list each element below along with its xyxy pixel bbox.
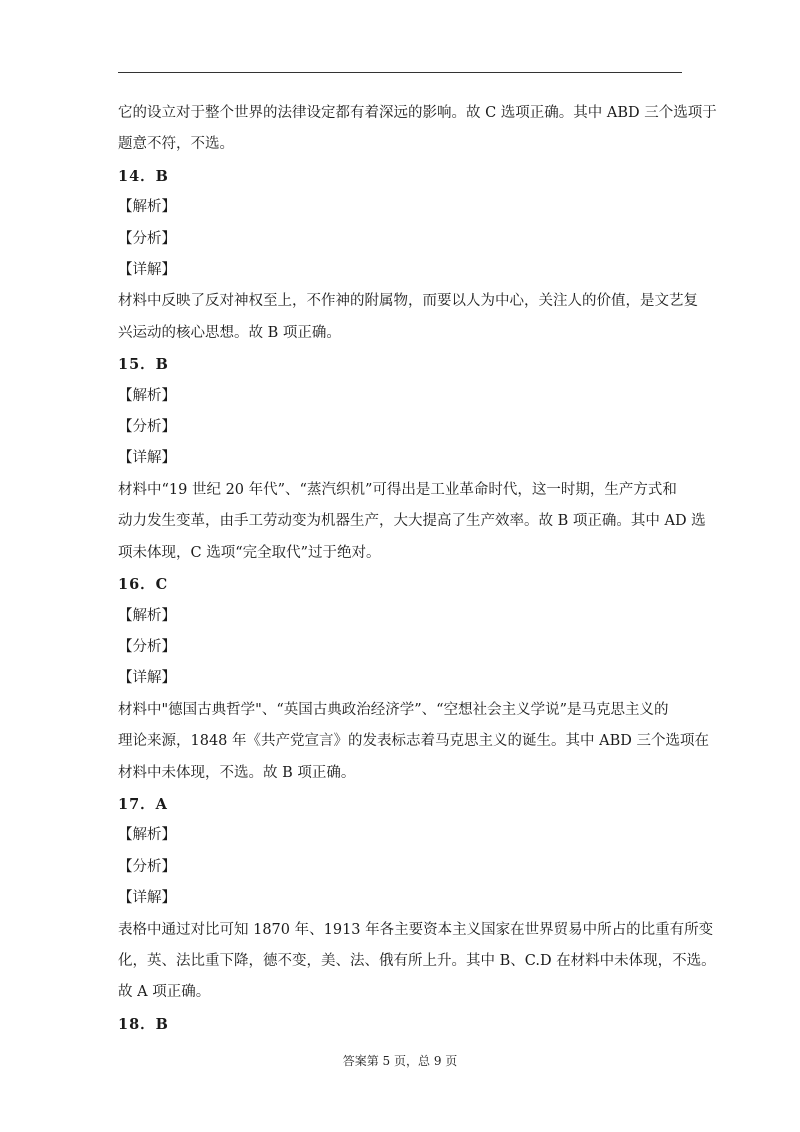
question-answer: 14．B [118, 167, 169, 185]
section-tag: 【分析】 [118, 638, 176, 655]
paragraph-line: 材料中“19 世纪 20 年代”、“蒸汽织机”可得出是工业革命时代，这一时期，生产方式和 [118, 481, 677, 498]
section-tag: 【解析】 [118, 387, 176, 404]
answer-content [118, 98, 717, 1040]
paragraph-line: 化，英、法比重下降，德不变，美、法、俄有所上升。其中 B、C.D 在材料中未体现，不选。 [118, 952, 716, 969]
header-rule [118, 72, 682, 73]
question-answer: 15．B [118, 356, 169, 374]
paragraph-line: 它的设立对于整个世界的法律设定都有着深远的影响。故 C 选项正确。其中 ABD 三个选项于 [118, 105, 717, 121]
section-tag: 【分析】 [118, 419, 176, 436]
paragraph-line: 材料中未体现，不选。故 B 项正确。 [118, 764, 356, 781]
section-tag: 【分析】 [118, 858, 176, 875]
question-answer: 18．B [118, 1015, 169, 1033]
section-tag: 【详解】 [118, 670, 176, 687]
paragraph-line: 材料中"德国古典哲学"、“英国古典政治经济学”、“空想社会主义学说”是马克思主义的 [118, 701, 669, 718]
paragraph-line: 兴运动的核心思想。故 B 项正确。 [118, 324, 341, 341]
section-tag: 【解析】 [118, 199, 176, 216]
paragraph-line: 表格中通过对比可知 1870 年、1913 年各主要资本主义国家在世界贸易中所占的比重有所变 [118, 921, 714, 938]
paragraph-line: 动力发生变革，由手工劳动变为机器生产，大大提高了生产效率。故 B 项正确。其中 AD 选 [118, 513, 706, 530]
page-footer: 答案第 5 页，总 9 页 [342, 1054, 458, 1068]
paragraph-line: 项未体现，C 选项“完全取代”过于绝对。 [118, 544, 381, 561]
section-tag: 【解析】 [118, 827, 176, 844]
section-tag: 【分析】 [118, 230, 176, 247]
paragraph-line: 题意不符，不选。 [118, 136, 234, 153]
paragraph-line: 故 A 项正确。 [118, 984, 211, 1001]
paragraph-line: 材料中反映了反对神权至上，不作神的附属物，而要以人为中心，关注人的价值，是文艺复 [118, 293, 698, 310]
question-answer: 17．A [118, 795, 168, 813]
paragraph-line: 理论来源，1848 年《共产党宣言》的发表标志着马克思主义的诞生。其中 ABD 三个选项在 [118, 733, 709, 750]
section-tag: 【详解】 [118, 262, 176, 279]
section-tag: 【详解】 [118, 890, 176, 907]
question-answer: 16．C [118, 576, 169, 594]
section-tag: 【解析】 [118, 607, 176, 624]
section-tag: 【详解】 [118, 450, 176, 467]
